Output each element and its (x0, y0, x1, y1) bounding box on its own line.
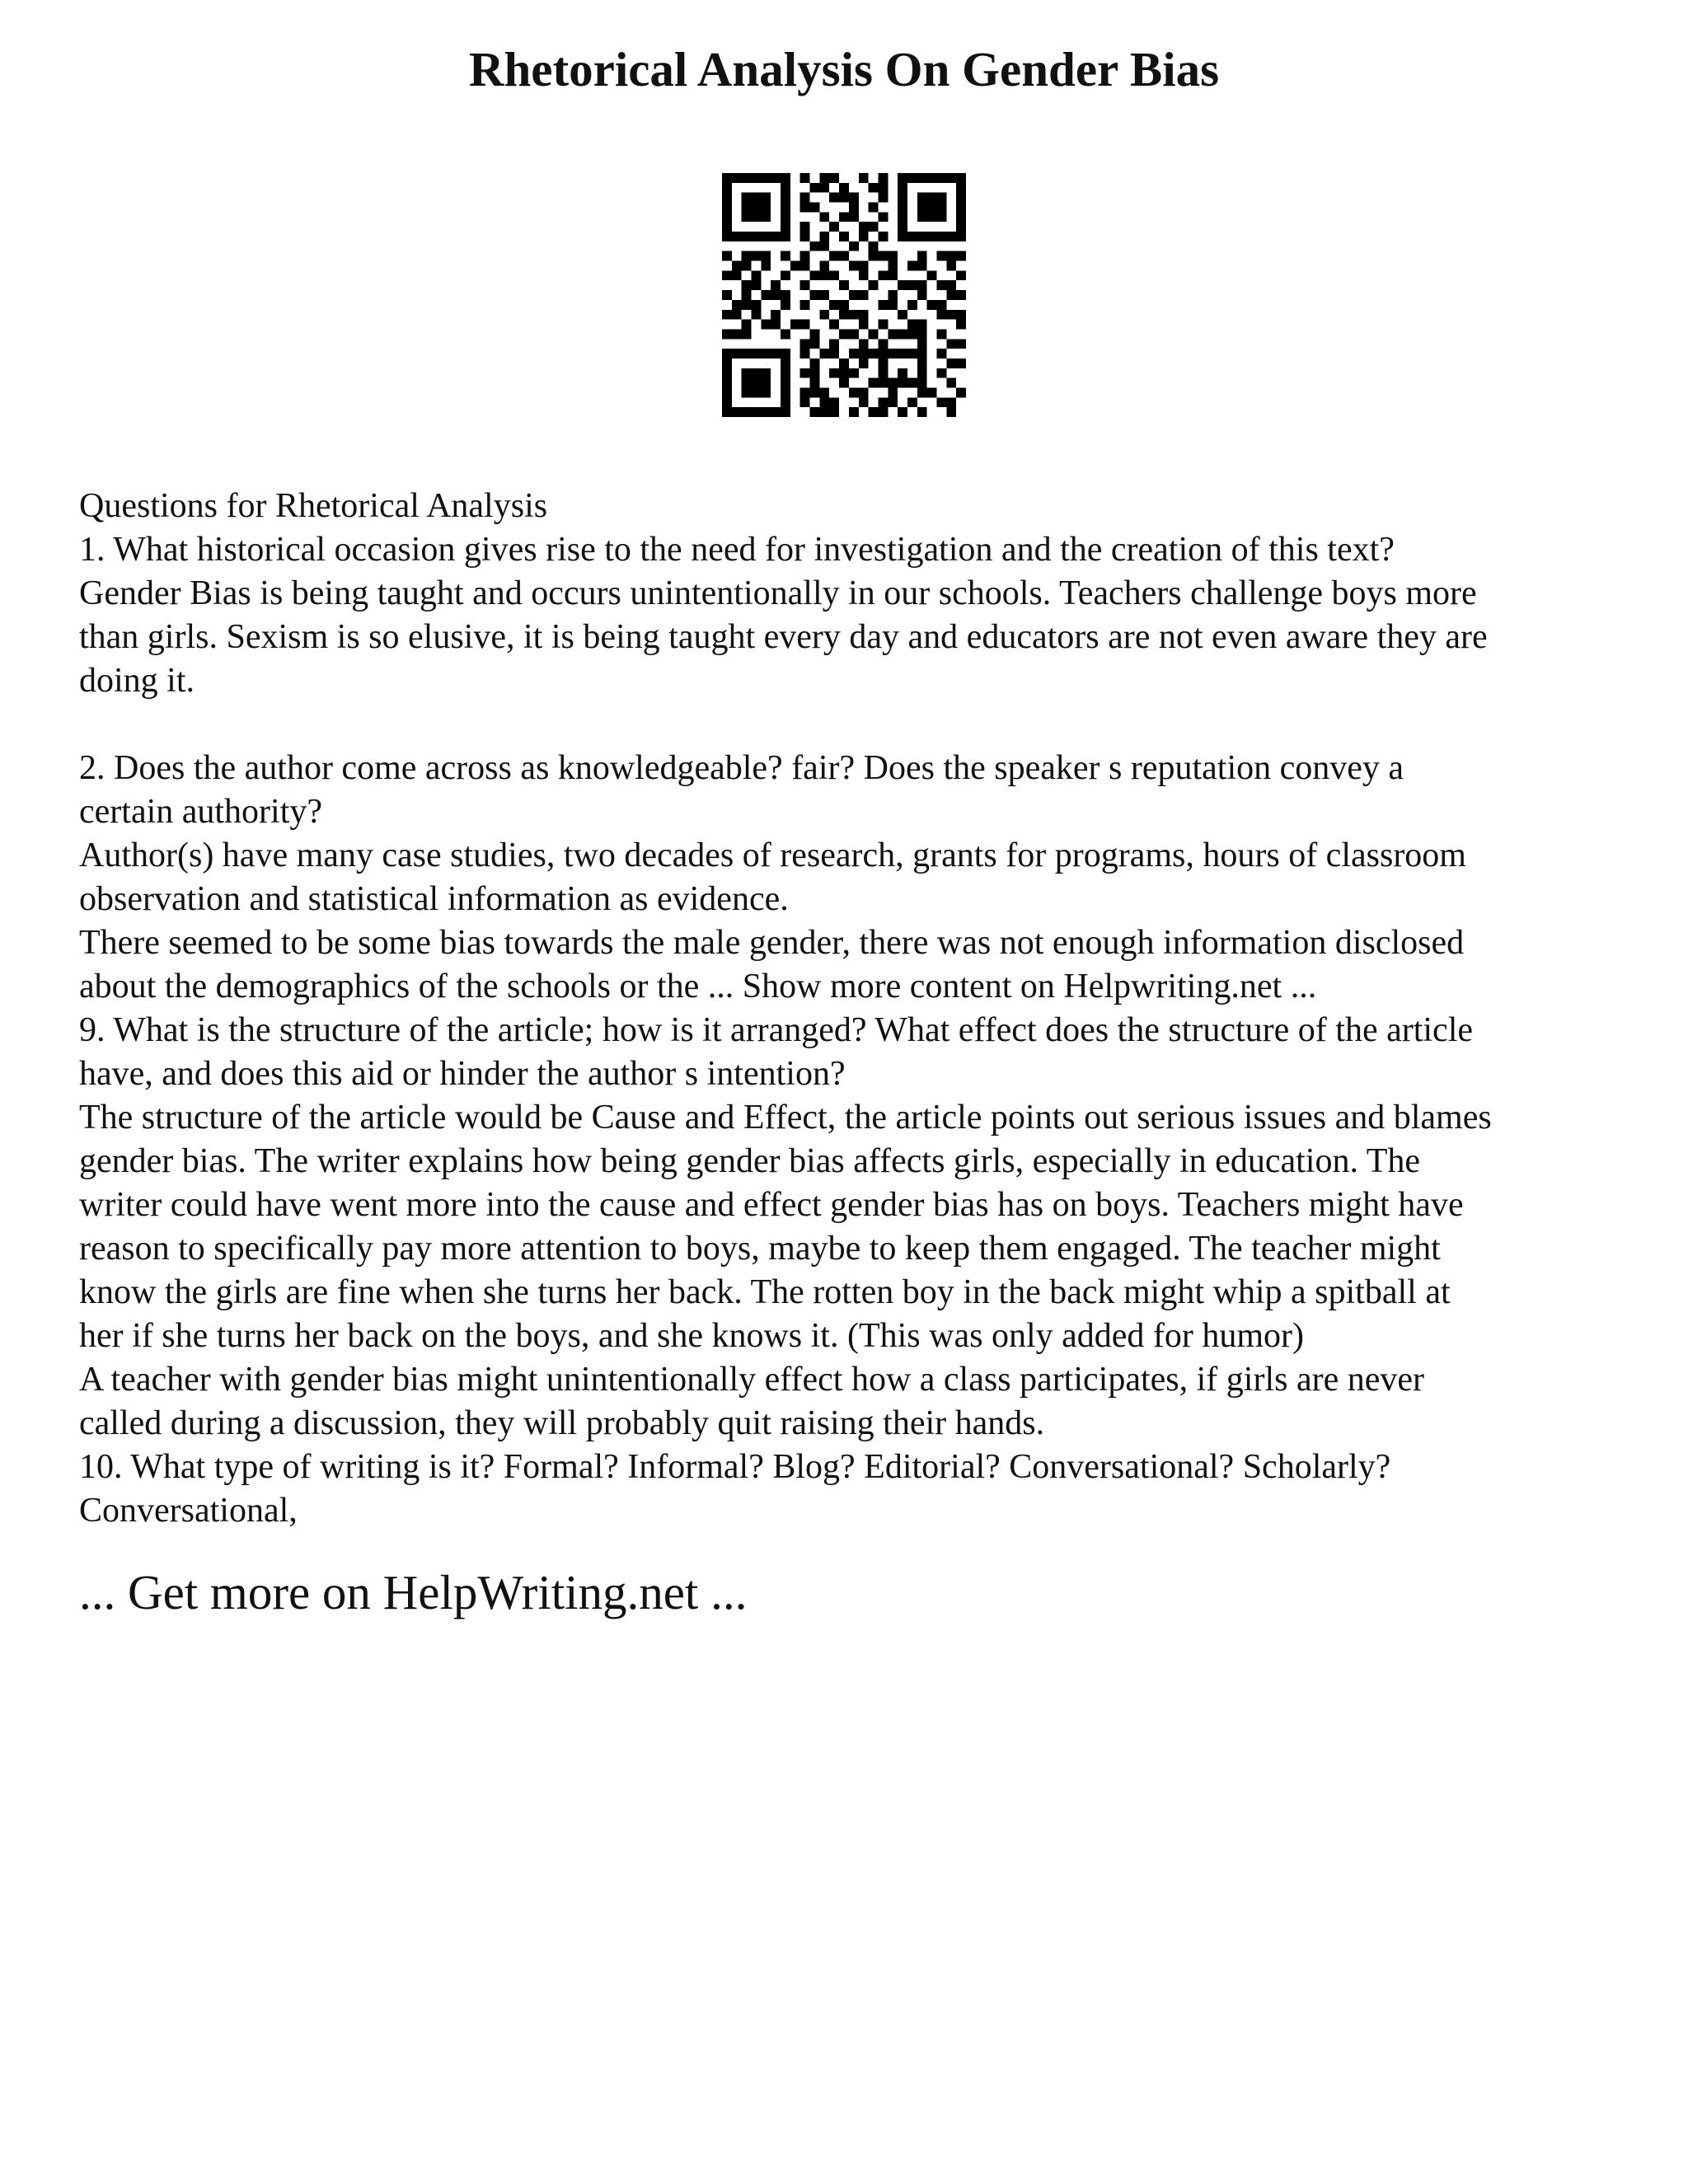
body-line: gender bias. The writer explains how being gender bias affects girls, especially in education. The (79, 1142, 1420, 1180)
body-line: A teacher with gender bias might unintentionally effect how a class participates, if girls are never (79, 1361, 1424, 1399)
body-line: called during a discussion, they will probably quit raising their hands. (79, 1404, 1045, 1442)
page-title: Rhetorical Analysis On Gender Bias (468, 42, 1220, 96)
body-line: 1. What historical occasion gives rise to the need for investigation and the creation of this text? (79, 531, 1395, 569)
body-line: reason to specifically pay more attention to boys, maybe to keep them engaged. The teacher might (79, 1230, 1441, 1268)
body-line: There seemed to be some bias towards the male gender, there was not enough information disclosed (79, 924, 1465, 962)
body-line: writer could have went more into the cause and effect gender bias has on boys. Teachers might have (79, 1186, 1464, 1224)
body-line: Questions for Rhetorical Analysis (79, 487, 548, 525)
blank-line (79, 703, 1629, 747)
body-line: her if she turns her back on the boys, and she knows it. (This was only added for humor) (79, 1317, 1305, 1355)
body-line: Conversational, (79, 1492, 298, 1530)
qr-code-icon (722, 173, 966, 417)
body-line: 2. Does the author come across as knowledgeable? fair? Does the speaker s reputation convey a (79, 749, 1404, 787)
body-line: observation and statistical information as evidence. (79, 880, 789, 918)
body-line: certain authority? (79, 793, 323, 831)
body-line: Gender Bias is being taught and occurs unintentionally in our schools. Teachers challenge boys more (79, 574, 1477, 612)
body-line: doing it. (79, 662, 195, 700)
get-more-link[interactable]: ... Get more on HelpWriting.net ... (79, 1565, 748, 1619)
document-body (79, 485, 1629, 1533)
body-line: have, and does this aid or hinder the author s intention? (79, 1055, 846, 1093)
body-line: know the girls are fine when she turns her back. The rotten boy in the back might whip a spitball at (79, 1273, 1451, 1311)
body-line: Author(s) have many case studies, two decades of research, grants for programs, hours of classroom (79, 837, 1466, 874)
body-line: 9. What is the structure of the article; how is it arranged? What effect does the structure of the article (79, 1011, 1474, 1049)
body-line: than girls. Sexism is so elusive, it is being taught every day and educators are not even aware they are (79, 618, 1488, 656)
body-line: 10. What type of writing is it? Formal? Informal? Blog? Editorial? Conversational? Scholarly? (79, 1448, 1391, 1486)
body-line: The structure of the article would be Cause and Effect, the article points out serious issues and blames (79, 1099, 1492, 1137)
qr-code (722, 173, 966, 417)
body-line: about the demographics of the schools or the ... Show more content on Helpwriting.net ... (79, 968, 1317, 1005)
